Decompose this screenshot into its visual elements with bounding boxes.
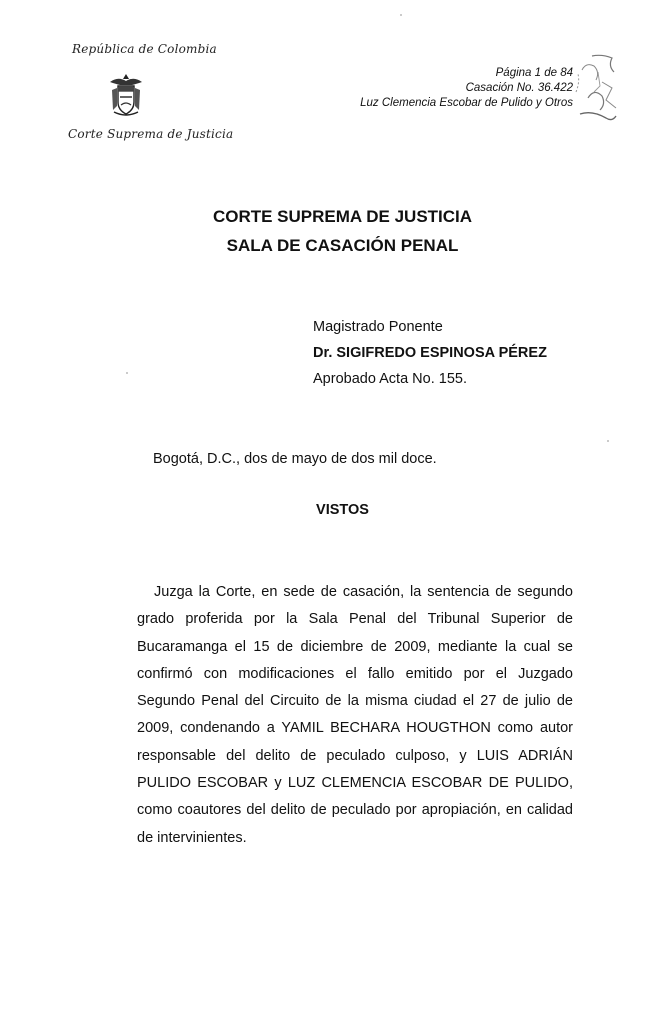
case-parties: Luz Clemencia Escobar de Pulido y Otros (360, 97, 573, 109)
ponente-name: Dr. SIGIFREDO ESPINOSA PÉREZ (313, 345, 547, 361)
case-number: Casación No. 36.422 (465, 82, 573, 94)
document-date: Bogotá, D.C., dos de mayo de dos mil doce. (153, 451, 437, 467)
body-paragraph: Juzga la Corte, en sede de casación, la sentencia de segundo grado proferida por la Sala Penal del Tribunal Superior de Bucaramanga el 15 de diciembre de 2009, mediante la cual se confirmó con modificaciones el fallo emitido por el Juzgado Segundo Penal del Circuito de la misma ciudad el 27 de julio de 2009, condenando a YAMIL BECHARA HOUGTHON como autor responsable del delito de peculado culposo, y LUIS ADRIÁN PULIDO ESCOBAR y LUZ CLEMENCIA ESCOBAR DE PULIDO, como coautores del delito de peculado por apropiación, en calidad de intervinientes. (137, 584, 573, 846)
page-header (360, 66, 573, 111)
section-heading (0, 502, 669, 518)
approval-record: Aprobado Acta No. 155. (313, 371, 467, 387)
coat-of-arms-icon (106, 72, 146, 118)
scan-speck (607, 440, 609, 442)
title-block (0, 202, 669, 260)
page-number: Página 1 de 84 (495, 67, 573, 79)
court-title: CORTE SUPREMA DE JUSTICIA (212, 207, 473, 226)
scan-speck (126, 372, 128, 374)
chamber-title: SALA DE CASACIÓN PENAL (226, 236, 459, 255)
ponente-block (313, 314, 547, 392)
vistos-heading: VISTOS (316, 502, 369, 518)
scan-speck (400, 14, 402, 16)
seal-stamp-icon (572, 52, 618, 124)
ponente-label: Magistrado Ponente (313, 319, 443, 335)
letterhead-republic: República de Colombia (72, 42, 217, 56)
letterhead-court: Corte Suprema de Justicia (68, 127, 234, 141)
